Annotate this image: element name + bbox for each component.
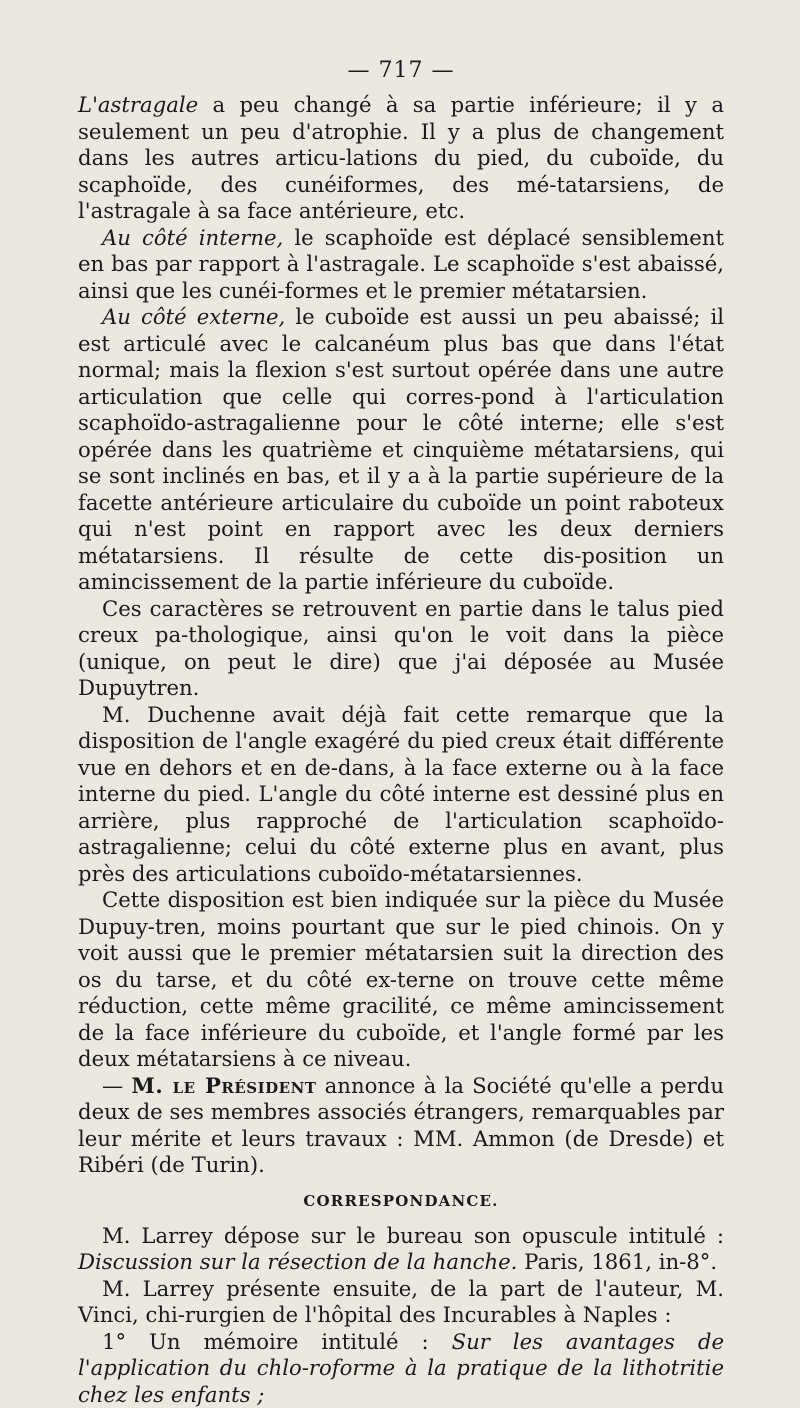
paragraph-10-title: Sur les avantages de l'application du chlo-roforme à la pratique de la lithotritie chez les enfants ; bbox=[78, 1329, 724, 1407]
paragraph-5: M. Duchenne avait déjà fait cette remarque que la disposition de l'angle exagéré du pied creux était différente vue en dehors et en de-dans, à la face externe ou à la face interne du pied. L'angle du côté interne est dessiné plus en arrière, plus rapproché de l'articulation scaphoïdo-astragalienne; celui du côté externe plus en avant, plus près des articulations cuboïdo-métatarsiennes. bbox=[78, 702, 724, 888]
paragraph-1-text: a peu changé à sa partie inférieure; il y a seulement un peu d'atrophie. Il y a plus de changement dans les autres articu-lations du pied, du cuboïde, du scaphoïde, des cunéiformes, des mé-tatarsiens, de l'astragale à sa face antérieure, etc. bbox=[78, 92, 724, 223]
paragraph-2-lead: Au côté interne, bbox=[102, 225, 283, 250]
paragraph-8-title: Discussion sur la résection de la hanche. bbox=[78, 1249, 517, 1274]
paragraph-2 bbox=[78, 225, 724, 305]
paragraph-3 bbox=[78, 304, 724, 596]
paragraph-3-text: le cuboïde est aussi un peu abaissé; il est articulé avec le calcanéum plus bas que dans l'état normal; mais la flexion s'est surtout opérée dans une autre articulation que celle qui corres-pond à l'articulation scaphoïdo-astragalienne pour le côté interne; elle s'est opérée dans les quatrième et cinquième métatarsiens, qui se sont inclinés en bas, et il y a à la partie supérieure de la facette antérieure articulaire du cuboïde un point raboteux qui n'est point en rapport avec les deux derniers métatarsiens. Il résulte de cette dis-position un amincissement de la partie inférieure du cuboïde. bbox=[78, 304, 724, 594]
section-heading: CORRESPONDANCE. bbox=[78, 1191, 724, 1211]
paragraph-4: Ces caractères se retrouvent en partie dans le talus pied creux pa-thologique, ainsi qu'on le voit dans la pièce (unique, on peut le dire) que j'ai déposée au Musée Dupuytren. bbox=[78, 596, 724, 702]
paragraph-7-prefix: — bbox=[102, 1073, 131, 1098]
paragraph-1 bbox=[78, 92, 724, 225]
paragraph-8-tail: Paris, 1861, in-8°. bbox=[517, 1249, 717, 1274]
document-page bbox=[78, 56, 724, 1336]
paragraph-3-lead: Au côté externe, bbox=[102, 304, 285, 329]
paragraph-7 bbox=[78, 1073, 724, 1179]
page-number: — 717 — bbox=[78, 56, 724, 86]
paragraph-10-text: 1° Un mémoire intitulé : bbox=[102, 1329, 452, 1354]
paragraph-2-text: le scaphoïde est déplacé sensiblement en bas par rapport à l'astragale. Le scaphoïde s'est abaissé, ainsi que les cunéi-formes et le premier métatarsien. bbox=[78, 225, 724, 303]
paragraph-8-text: M. Larrey dépose sur le bureau son opuscule intitulé : bbox=[102, 1223, 724, 1248]
paragraph-8 bbox=[78, 1223, 724, 1276]
paragraph-1-lead: L'astragale bbox=[78, 92, 198, 117]
president-label: M. le Président bbox=[131, 1073, 316, 1098]
paragraph-7-text: annonce à la Société qu'elle a perdu deux de ses membres associés étrangers, remarquables par leur mérite et leurs travaux : MM. Ammon (de Dresde) et Ribéri (de Turin). bbox=[78, 1073, 724, 1178]
paragraph-6: Cette disposition est bien indiquée sur la pièce du Musée Dupuy-tren, moins pourtant que sur le pied chinois. On y voit aussi que le premier métatarsien suit la direction des os du tarse, et du côté ex-terne on trouve cette même réduction, cette même gracilité, ce même amincissement de la face inférieure du cuboïde, et l'angle formé par les deux métatarsiens à ce niveau. bbox=[78, 887, 724, 1073]
paragraph-10 bbox=[78, 1329, 724, 1408]
paragraph-9: M. Larrey présente ensuite, de la part de l'auteur, M. Vinci, chi-rurgien de l'hôpital des Incurables à Naples : bbox=[78, 1276, 724, 1329]
